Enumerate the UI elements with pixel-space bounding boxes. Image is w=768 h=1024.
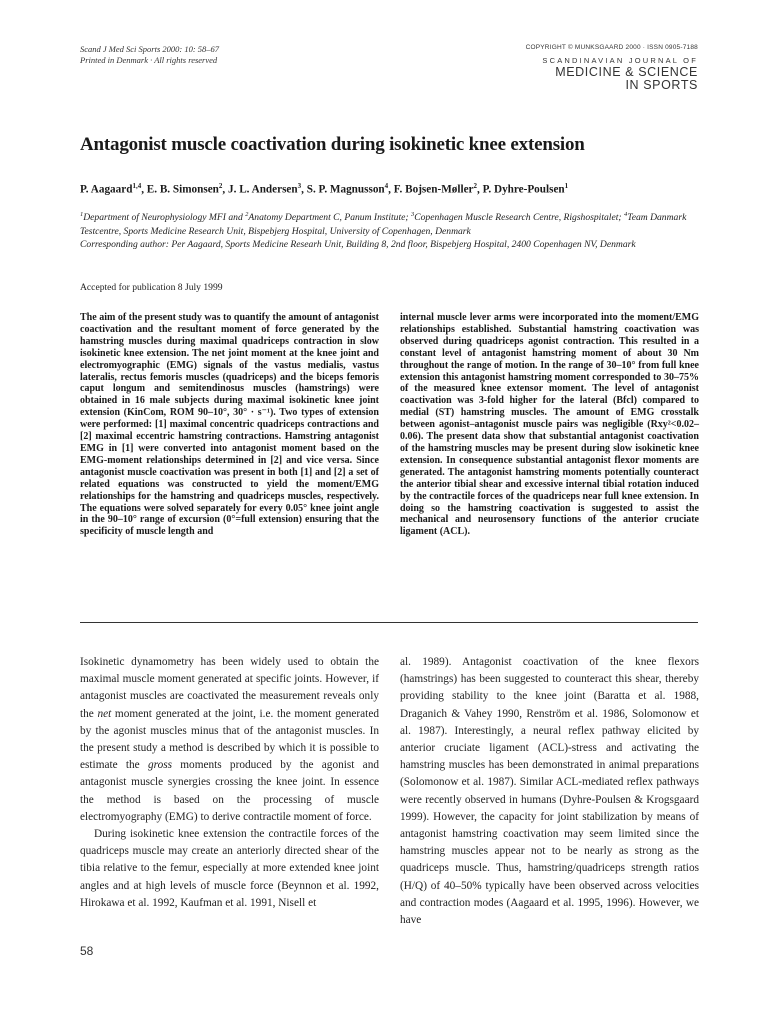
- body-text: moment generated at the joint, i.e. the moment generated by the agonist muscles minus that of the antagonist muscles. In the present study a method is described by which it is possible to estimate the: [80, 707, 379, 772]
- affiliation-text: Team Danmark Testcentre, Sports Medicine Research Unit, Bispebjerg Hospital, University of Copenhagen, Denmark: [80, 212, 687, 237]
- copyright-line: COPYRIGHT © MUNKSGAARD 2000 · ISSN 0905-7188: [525, 44, 698, 51]
- emphasis-text: net: [97, 707, 112, 720]
- journal-name-line-3: IN SPORTS: [625, 78, 698, 92]
- affiliation-marker: 4: [624, 211, 628, 218]
- author-separator: ,: [301, 183, 307, 196]
- citation-block: [80, 44, 219, 66]
- author-name: S. P. Magnusson: [306, 183, 385, 196]
- affiliation-text: Copenhagen Muscle Research Centre, Rigshospitalet;: [414, 212, 624, 224]
- author-list: [80, 182, 700, 196]
- author-separator: ,: [388, 183, 394, 196]
- accepted-date: Accepted for publication 8 July 1999: [80, 282, 223, 293]
- journal-logo: [526, 55, 698, 92]
- emphasis-text: gross: [147, 759, 173, 772]
- body-paragraph: During isokinetic knee extension the contractile forces of the quadriceps muscle may create an anteriorly directed shear of the tibia relative to the femur, especially at more extended knee joint angles and at high levels of muscle force (Beynnon et al. 1992, Hirokawa et al. 1992, Kaufman et al. 1991, Nisell et: [80, 828, 379, 909]
- body-column-right: [400, 654, 699, 929]
- abstract-column-right: internal muscle lever arms were incorporated into the moment/EMG relationships established. Substantial hamstring coactivation was observed during quadriceps agonist contraction. This resulted in a constant level of antagonist hamstring moment of about 30 Nm throughout the range of motion. In the range of 30–10° from full knee extension this antagonist hamstring moment corresponded to 30–75% of the measured knee extensor moment. The level of antagonist coactivation was 3-fold higher for the lateral (Bfcl) compared to medial (ST) hamstring muscles. The amount of EMG crosstalk between agonist–antagonist muscle pairs was negligible (Rxy²<0.02–0.06). The present data show that substantial antagonist coactivation of the hamstring muscles may be present during slow isokinetic knee extension. In consequence substantial antagonist flexor moments are generated. The antagonist hamstring moments potentially counteract the anterior tibial shear and excessive internal tibial rotation induced by the contractile forces of the quadriceps near full knee extension. In doing so the hamstring coactivation is suggested to assist the mechanical and neurosensory functions of the anterior cruciate ligament (ACL).: [400, 312, 699, 538]
- body-text: moments produced by the agonist and antagonist muscle synergies crossing the knee joint. In essence the method is based on the processing of muscle electromyography (EMG) to derive contractile moment of force.: [80, 759, 379, 823]
- author-name: P. Aagaard: [80, 183, 133, 196]
- author-affiliation-marker: 1: [564, 182, 569, 190]
- author-name: J. L. Andersen: [228, 183, 298, 196]
- affiliation-marker: 1: [80, 211, 84, 218]
- author-affiliation-marker: 2: [473, 182, 477, 190]
- article-title: Antagonist muscle coactivation during isokinetic knee extension: [80, 134, 585, 155]
- affiliation-marker: 3: [410, 211, 415, 218]
- journal-name-line-2: MEDICINE & SCIENCE: [555, 65, 698, 79]
- affiliation-text: Department of Neurophysiology MFI and: [83, 212, 246, 224]
- author-affiliation-marker: 4: [384, 182, 389, 190]
- journal-masthead: [526, 44, 698, 92]
- section-divider: [80, 622, 698, 623]
- corresponding-author: Corresponding author: Per Aagaard, Sports Medicine Researh Unit, Building 8, 2nd floor, Bispebjerg Hospital, 2400 Copenhagen NV, Denmark: [80, 239, 636, 251]
- abstract-column-left: The aim of the present study was to quantify the amount of antagonist coactivation and the resultant moment of force generated by the hamstring muscles during maximal quadriceps contraction in slow isokinetic knee extension. The net joint moment at the knee joint and electromyographic (EMG) signals of the vastus medialis, vastus lateralis, rectus femoris muscles (quadriceps) and the biceps femoris caput longum and semitendinosus muscles (hamstrings) were obtained in 16 male subjects during maximal isokinetic knee joint extension (KinCom, ROM 90–10°, 30° · s⁻¹). Two types of extension were performed: [1] maximal concentric quadriceps contractions and [2] maximal eccentric hamstring contractions. Hamstring antagonist EMG in [1] were converted into antagonist moment based on the EMG-moment relationships determined in [2] and vice versa. Since antagonist muscle coactivation was present in both [1] and [2] a set of related equations was constructed to yield the moment/EMG relationships for the hamstring and quadriceps muscles, respectively. The equations were solved separately for every 0.05° knee joint angle in the 90–10° range of excursion (0°=full extension) ensuring that the specificity of muscle length and: [80, 312, 379, 538]
- author-separator: ,: [222, 183, 228, 196]
- printed-line: Printed in Denmark · All rights reserved: [80, 55, 218, 65]
- author-name: P. Dyhre-Poulsen: [482, 183, 565, 196]
- body-text: Isokinetic dynamometry has been widely used to obtain the maximal muscle moment generated at specific joints. However, if antagonist muscles are coactivated the measurement reveals only the: [80, 656, 379, 720]
- citation-line: Scand J Med Sci Sports 2000: 10: 58–67: [80, 44, 220, 54]
- author-separator: ,: [141, 183, 147, 196]
- body-paragraph: [80, 654, 379, 826]
- body-paragraph: al. 1989). Antagonist coactivation of the knee flexors (hamstrings) has been suggested to counteract this shear, thereby providing stability to the knee joint (Baratta et al. 1988, Draganich & Vahey 1990, Renström et al. 1986, Solomonow et al. 1987). Interestingly, a neural reflex pathway elicited by anterior cruciate ligament (ACL)-stress and activating the hamstring muscles has been demonstrated in animal preparations (Solomonow et al. 1987). Similar ACL-mediated reflex pathways were recently observed in humans (Dyhre-Poulsen & Krogsgaard 1999). However, the capacity for joint stabilization by means of antagonist hamstring coactivation may seem limited since the hamstring muscles appear not to be nearly as strong as the quadriceps muscle. Thus, hamstring/quadriceps strength ratios (H/Q) of 40–50% typically have been observed across velocities and contraction modes (Aagaard et al. 1995, 1996). However, we have: [400, 656, 699, 927]
- author-separator: ,: [477, 183, 483, 196]
- author-name: F. Bojsen-Møller: [393, 183, 474, 196]
- author-affiliation-marker: 1,4: [132, 182, 142, 190]
- affiliations: [80, 208, 690, 252]
- affiliation-text: Anatomy Department C, Panum Institute;: [248, 212, 411, 224]
- body-column-left: [80, 654, 379, 912]
- author-name: E. B. Simonsen: [146, 183, 219, 196]
- affiliation-marker: 2: [245, 211, 249, 218]
- author-affiliation-marker: 2: [218, 182, 223, 190]
- author-affiliation-marker: 3: [297, 182, 302, 190]
- journal-name-line-1: SCANDINAVIAN JOURNAL OF: [542, 56, 698, 65]
- page-number: 58: [80, 944, 94, 958]
- affiliation-list: [80, 208, 690, 238]
